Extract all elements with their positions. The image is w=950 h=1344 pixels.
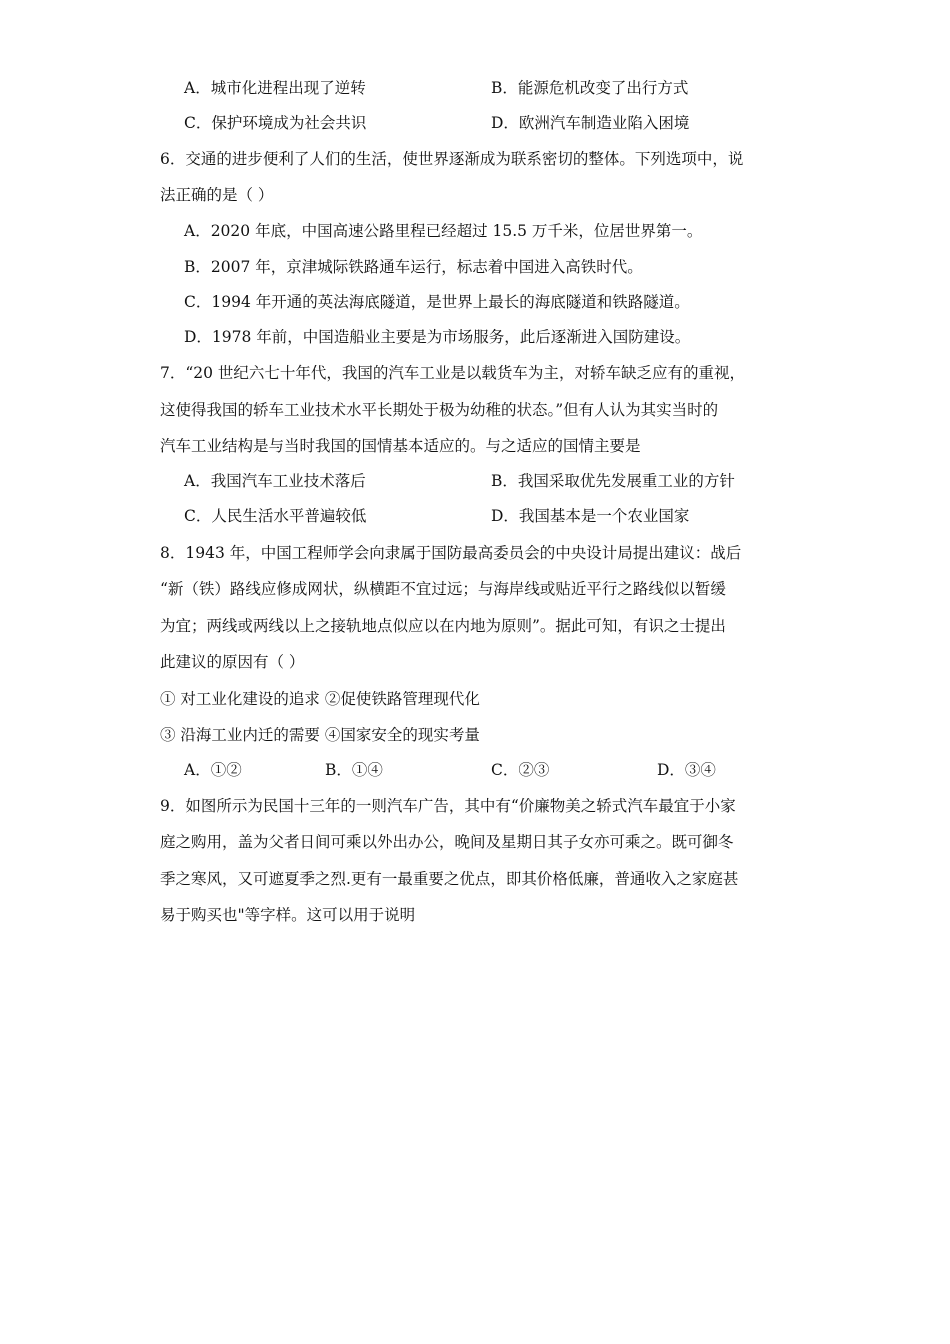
q8-option-a: A．①② <box>184 761 242 779</box>
q6-option-c: C．1994 年开通的英法海底隧道，是世界上最长的海底隧道和铁路隧道。 <box>184 293 690 311</box>
q7-stem-line-1: 7．“20 世纪六七十年代，我国的汽车工业是以载货车为主，对轿车缺乏应有的重视， <box>160 364 745 382</box>
q8-option-d: D．③④ <box>657 761 716 779</box>
q8-stem-line-2: “新（铁）路线应修成网状，纵横距不宜过远；与海岸线或贴近平行之路线似以暂缓 <box>160 580 726 598</box>
q7-option-b: B．我国采取优先发展重工业的方针 <box>491 472 735 490</box>
q9-stem-line-4: 易于购买也"等字样。这可以用于说明 <box>160 906 416 924</box>
q8-stem-line-1: 8．1943 年，中国工程师学会向隶属于国防最高委员会的中央设计局提出建议：战后 <box>160 544 742 562</box>
q7-stem-line-3: 汽车工业结构是与当时我国的国情基本适应的。与之适应的国情主要是 <box>160 437 641 455</box>
q7-option-a: A．我国汽车工业技术落后 <box>184 472 366 490</box>
q9-stem-line-2: 庭之购用，盖为父者日间可乘以外出办公，晚间及星期日其子女亦可乘之。既可御冬 <box>160 833 734 851</box>
q5-option-d: D．欧洲汽车制造业陷入困境 <box>491 114 690 132</box>
q5-option-a: A．城市化进程出现了逆转 <box>184 79 366 97</box>
q6-option-b: B．2007 年，京津城际铁路通车运行，标志着中国进入高铁时代。 <box>184 258 643 276</box>
q6-option-d: D．1978 年前，中国造船业主要是为市场服务，此后逐渐进入国防建设。 <box>184 328 691 346</box>
q8-option-c: C．②③ <box>491 761 550 779</box>
q9-stem-line-1: 9．如图所示为民国十三年的一则汽车广告，其中有“价廉物美之轿式汽车最宜于小家 <box>160 797 736 815</box>
q7-option-c: C．人民生活水平普遍较低 <box>184 507 367 525</box>
q6-stem-line-2: 法正确的是（ ） <box>160 186 274 204</box>
q8-option-b: B．①④ <box>325 761 383 779</box>
q8-item-line-1: ① 对工业化建设的追求 ②促使铁路管理现代化 <box>160 690 480 708</box>
q6-option-a: A．2020 年底，中国高速公路里程已经超过 15.5 万千米，位居世界第一。 <box>184 222 703 240</box>
q8-stem-line-3: 为宜；两线或两线以上之接轨地点似应以在内地为原则”。据此可知，有识之士提出 <box>160 617 726 635</box>
q9-stem-line-3: 季之寒风，又可遮夏季之烈.更有一最重要之优点，即其价格低廉，普通收入之家庭甚 <box>160 870 739 888</box>
q7-option-d: D．我国基本是一个农业国家 <box>491 507 690 525</box>
q5-option-b: B．能源危机改变了出行方式 <box>491 79 689 97</box>
q5-option-c: C．保护环境成为社会共识 <box>184 114 367 132</box>
q8-item-line-2: ③ 沿海工业内迁的需要 ④国家安全的现实考量 <box>160 726 480 744</box>
q7-stem-line-2: 这使得我国的轿车工业技术水平长期处于极为幼稚的状态。”但有人认为其实当时的 <box>160 401 719 419</box>
q6-stem-line-1: 6．交通的进步便利了人们的生活，使世界逐渐成为联系密切的整体。下列选项中，说 <box>160 150 744 168</box>
q8-stem-line-4: 此建议的原因有（ ） <box>160 653 305 671</box>
